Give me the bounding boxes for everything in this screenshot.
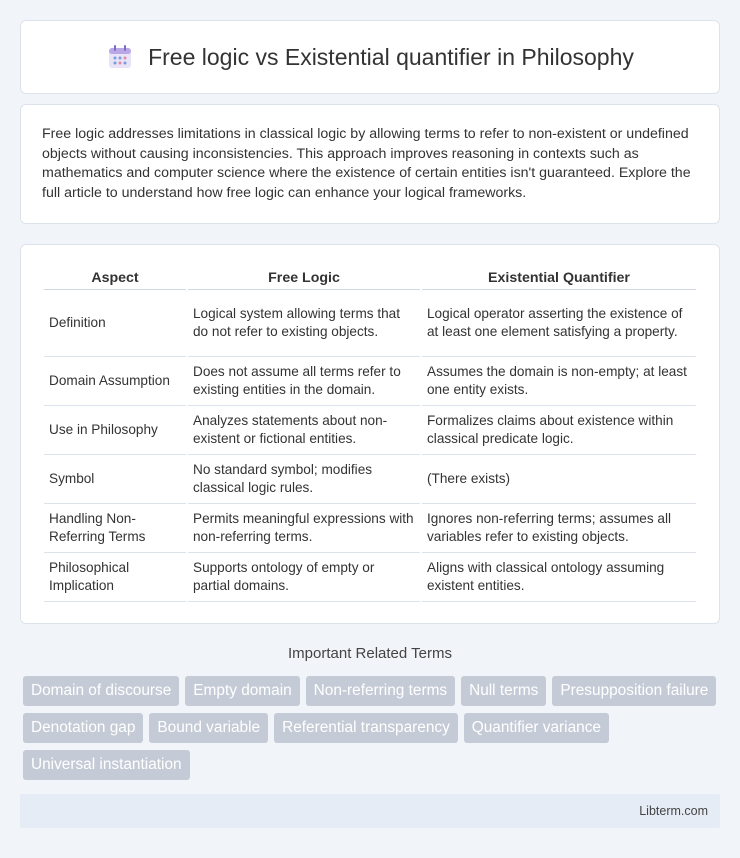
table-cell-existential: Assumes the domain is non-empty; at least one entity exists. xyxy=(422,357,696,406)
table-cell-aspect: Handling Non-Referring Terms xyxy=(44,504,186,553)
table-row xyxy=(44,455,696,504)
comparison-table-card xyxy=(20,244,720,624)
related-terms-list xyxy=(23,676,723,780)
table-cell-existential: Logical operator asserting the existence of at least one element satisfying a property. xyxy=(422,290,696,357)
table-row xyxy=(44,553,696,602)
table-row xyxy=(44,504,696,553)
related-term-tag[interactable]: Denotation gap xyxy=(23,713,143,743)
table-cell-free-logic: No standard symbol; modifies classical logic rules. xyxy=(188,455,420,504)
table-cell-aspect: Definition xyxy=(44,290,186,357)
table-header-row xyxy=(44,265,696,290)
footer-site-link[interactable]: Libterm.com xyxy=(639,804,708,818)
table-row xyxy=(44,406,696,455)
table-cell-existential: Aligns with classical ontology assuming existent entities. xyxy=(422,553,696,602)
related-terms-title: Important Related Terms xyxy=(288,645,452,662)
related-term-tag[interactable]: Quantifier variance xyxy=(464,713,609,743)
related-term-tag[interactable]: Bound variable xyxy=(149,713,268,743)
comparison-table xyxy=(42,265,698,602)
table-cell-existential: (There exists) xyxy=(422,455,696,504)
page-title: Free logic vs Existential quantifier in Philosophy xyxy=(148,43,634,70)
header-aspect: Aspect xyxy=(44,265,186,290)
table-cell-aspect: Domain Assumption xyxy=(44,357,186,406)
table-cell-free-logic: Logical system allowing terms that do not refer to existing objects. xyxy=(188,290,420,357)
related-term-tag[interactable]: Null terms xyxy=(461,676,546,706)
table-cell-aspect: Symbol xyxy=(44,455,186,504)
related-term-tag[interactable]: Universal instantiation xyxy=(23,750,190,780)
table-cell-aspect: Philosophical Implication xyxy=(44,553,186,602)
table-cell-free-logic: Analyzes statements about non-existent or fictional entities. xyxy=(188,406,420,455)
intro-text: Free logic addresses limitations in classical logic by allowing terms to refer to non-existent or undefined objects without causing inconsistencies. This approach improves reasoning in contexts such as mathematics and computer science where the existence of certain entities isn't guaranteed. Explore the full article to understand how free logic can enhance your logical frameworks. xyxy=(42,126,691,201)
table-cell-free-logic: Permits meaningful expressions with non-referring terms. xyxy=(188,504,420,553)
table-row xyxy=(44,290,696,357)
table-cell-free-logic: Supports ontology of empty or partial domains. xyxy=(188,553,420,602)
related-term-tag[interactable]: Referential transparency xyxy=(274,713,458,743)
related-term-tag[interactable]: Presupposition failure xyxy=(552,676,716,706)
header-existential-quantifier: Existential Quantifier xyxy=(422,265,696,290)
related-term-tag[interactable]: Non-referring terms xyxy=(306,676,455,706)
table-cell-free-logic: Does not assume all terms refer to existing entities in the domain. xyxy=(188,357,420,406)
header-free-logic: Free Logic xyxy=(188,265,420,290)
table-cell-existential: Ignores non-referring terms; assumes all variables refer to existing objects. xyxy=(422,504,696,553)
table-cell-existential: Formalizes claims about existence within classical predicate logic. xyxy=(422,406,696,455)
header-card xyxy=(20,20,720,94)
table-row xyxy=(44,357,696,406)
related-term-tag[interactable]: Domain of discourse xyxy=(23,676,179,706)
table-cell-aspect: Use in Philosophy xyxy=(44,406,186,455)
intro-card xyxy=(20,104,720,224)
related-term-tag[interactable]: Empty domain xyxy=(185,676,299,706)
calendar-grid-icon xyxy=(106,43,134,71)
footer xyxy=(20,794,720,828)
